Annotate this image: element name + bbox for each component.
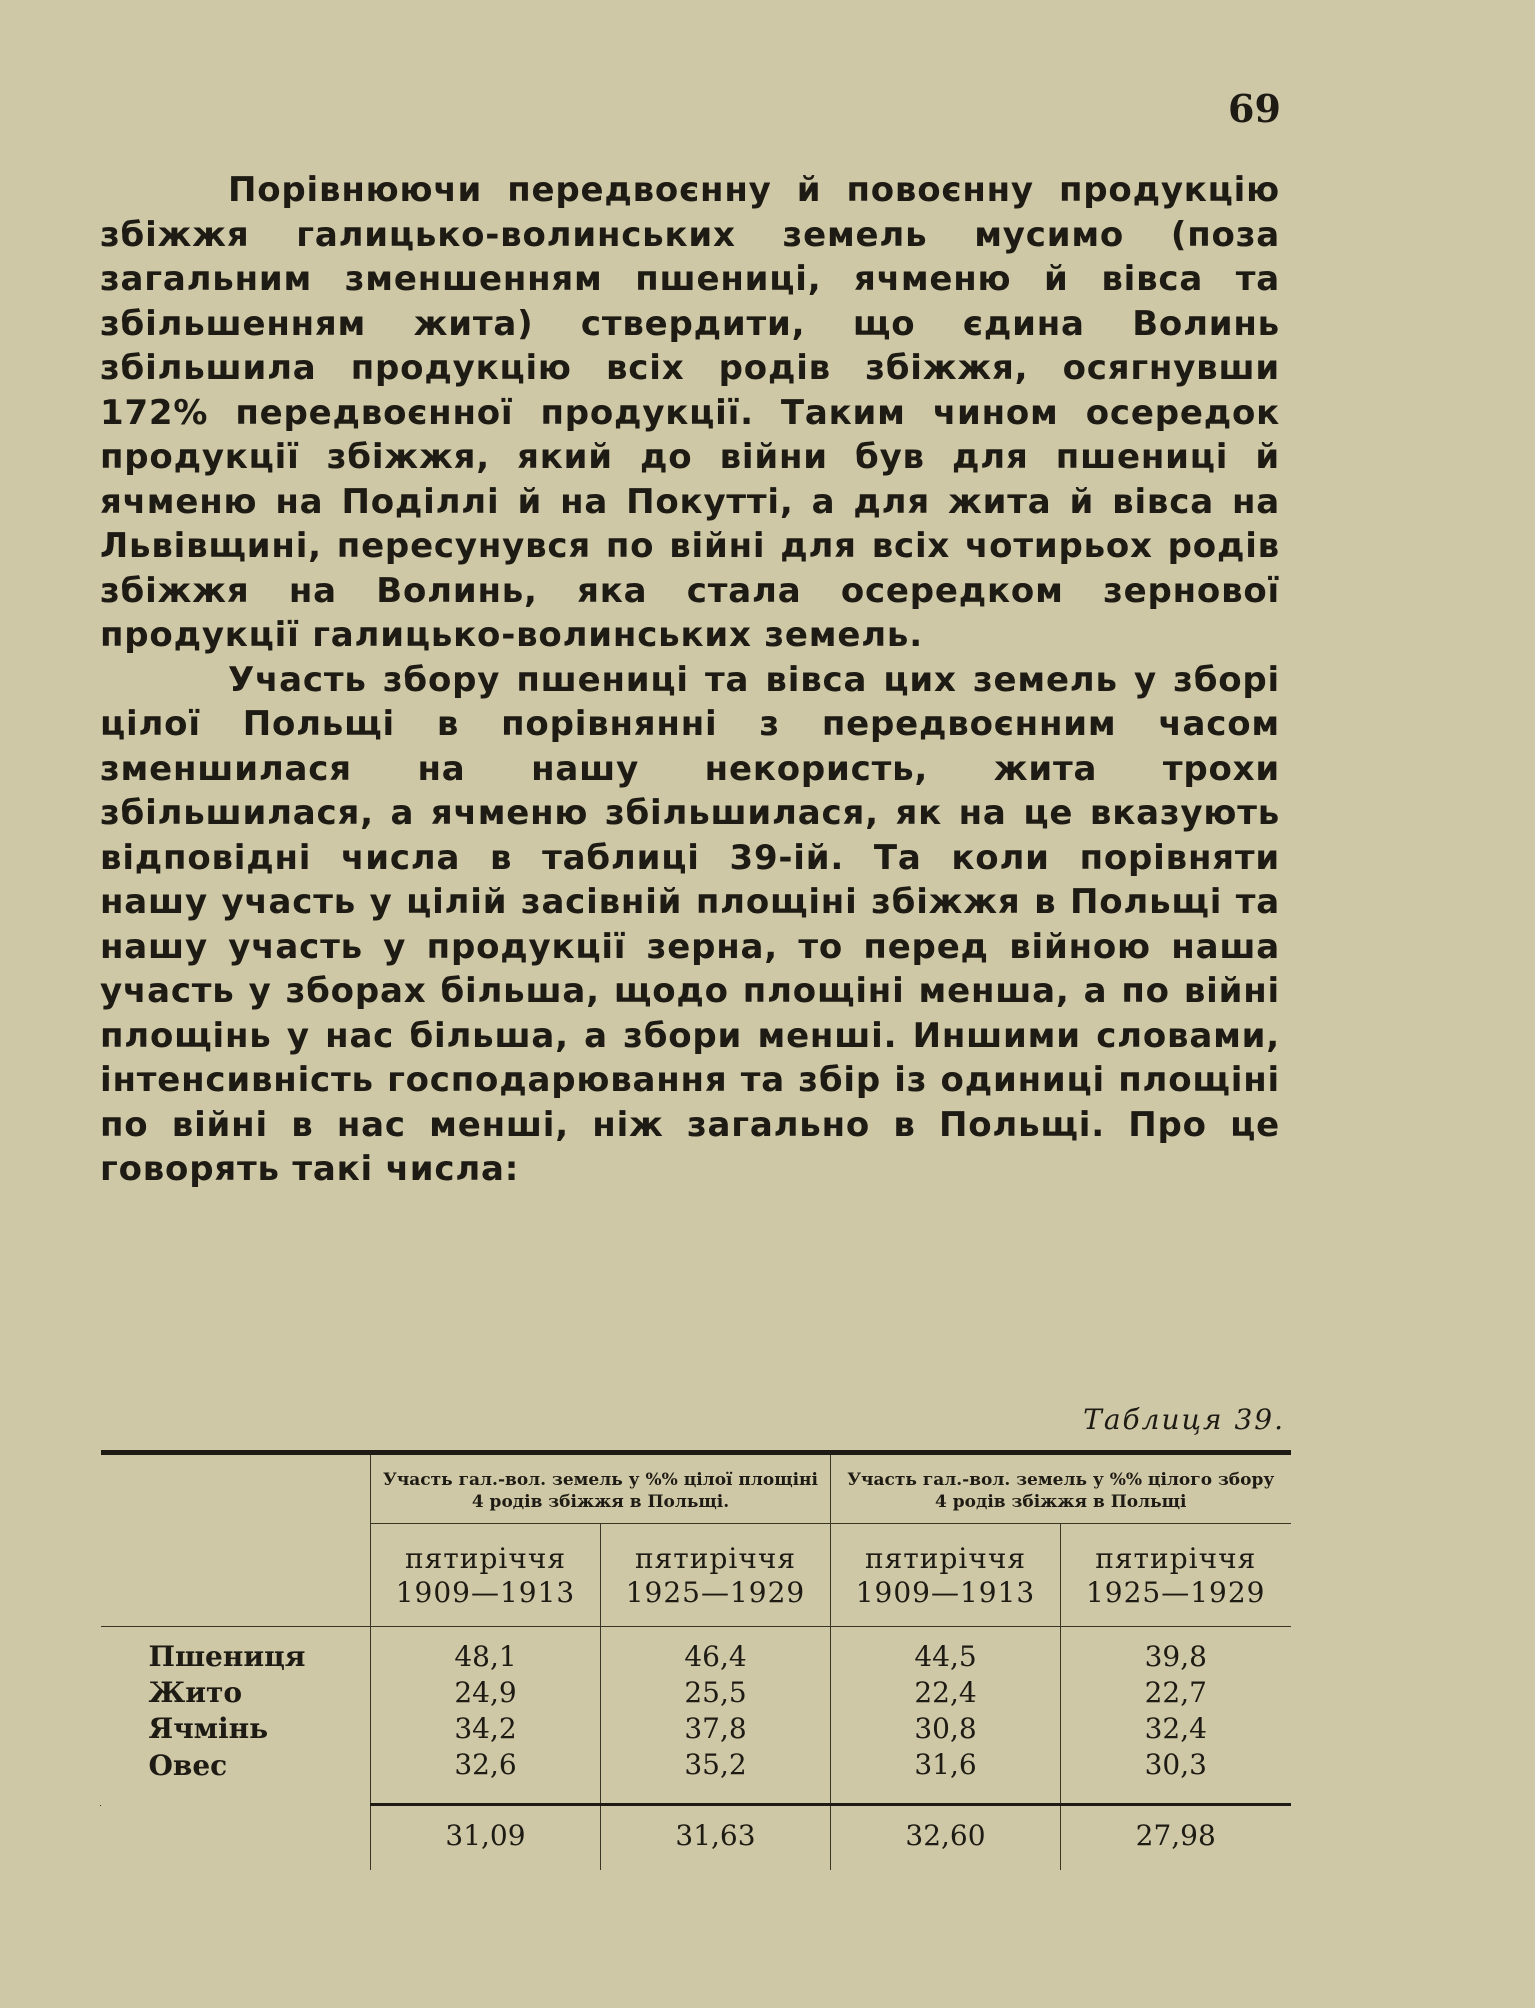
row-label: Овес bbox=[148, 1748, 228, 1782]
period-header: пятиріччя 1909—1913 bbox=[371, 1524, 601, 1627]
paragraph: Порівнюючи передвоєнну й повоєнну продукцію збіжжя галицько-волинських земель мусимо (поза загальним зменшенням пшениці, ячменю й вівса та збільшенням жита) ствердити, що єдина Волинь збільшила продукцію всіх родів збіжжя, осягнувши 172% передвоєнної продукції. Таким чином осередок продукції збіжжя, який до війни був для пшениці й ячменю на Поділлі й на Покутті, а для жита й вівса на Львівщині, пересунувся по війні для всіх чотирьох родів збіжжя на Волинь, яка стала осередком зернової продукції галицько-волинських земель. bbox=[100, 170, 1280, 655]
table-cell: 39,8 bbox=[1061, 1627, 1291, 1676]
table-cell: 25,5 bbox=[601, 1675, 831, 1711]
table-row bbox=[101, 1627, 1291, 1676]
table-caption: Таблиця 39. bbox=[1083, 1403, 1285, 1436]
table-cell: 22,7 bbox=[1061, 1675, 1291, 1711]
table-cell: 22,4 bbox=[831, 1675, 1061, 1711]
group-header-harvest: Участь гал.-вол. земель у %% цілого збору 4 родів збіжжя в Польщі bbox=[831, 1455, 1291, 1524]
table-cell: 48,1 bbox=[371, 1627, 601, 1676]
totals-label bbox=[101, 1806, 371, 1870]
table-cell: 30,3 bbox=[1061, 1747, 1291, 1805]
statistics-table bbox=[100, 1450, 1290, 1870]
body-text bbox=[100, 168, 1280, 1192]
total-cell: 27,98 bbox=[1061, 1806, 1291, 1870]
period-header: пятиріччя 1925—1929 bbox=[601, 1524, 831, 1627]
row-label: Ячмінь bbox=[148, 1712, 269, 1745]
period-header: пятиріччя 1925—1929 bbox=[1061, 1524, 1291, 1627]
table-row bbox=[101, 1711, 1291, 1747]
total-cell: 31,09 bbox=[371, 1806, 601, 1870]
table-cell: 31,6 bbox=[831, 1747, 1061, 1805]
table-row bbox=[101, 1747, 1291, 1805]
period-header: пятиріччя 1909—1913 bbox=[831, 1524, 1061, 1627]
page-number: 69 bbox=[1228, 86, 1281, 131]
table-row bbox=[101, 1675, 1291, 1711]
table-cell: 46,4 bbox=[601, 1627, 831, 1676]
total-cell: 31,63 bbox=[601, 1806, 831, 1870]
table-cell: 32,4 bbox=[1061, 1711, 1291, 1747]
total-cell: 32,60 bbox=[831, 1806, 1061, 1870]
table-cell: 44,5 bbox=[831, 1627, 1061, 1676]
table-cell: 34,2 bbox=[371, 1711, 601, 1747]
group-header-area: Участь гал.-вол. земель у %% цілої площіні 4 родів збіжжя в Польщі. bbox=[371, 1455, 831, 1524]
table-cell: 32,6 bbox=[371, 1747, 601, 1805]
table-cell: 35,2 bbox=[601, 1747, 831, 1805]
row-label: Пшениця bbox=[148, 1640, 306, 1673]
table-cell: 24,9 bbox=[371, 1675, 601, 1711]
row-label: Жито bbox=[148, 1676, 243, 1709]
paragraph: Участь збору пшениці та вівса цих земель у зборі цілої Польщі в порівнянні з передвоєнним часом зменшилася на нашу некористь, жита трохи збільшилася, а ячменю збільшилася, як на це вказують відповідні числа в таблиці 39-ій. Та коли порівняти нашу участь у цілій засівній площіні збіжжя в Польщі та нашу участь у продукції зерна, то перед війною наша участь у зборах більша, щодо площіні менша, а по війні площінь у нас більша, а збори менші. Иншими словами, інтенсивність господарювання та збір із одиниці площіні по війні в нас менші, ніж загально в Польщі. Про це говорять такі числа: bbox=[100, 659, 1280, 1189]
header-corner bbox=[101, 1455, 371, 1627]
table-cell: 30,8 bbox=[831, 1711, 1061, 1747]
table-cell: 37,8 bbox=[601, 1711, 831, 1747]
totals-row bbox=[101, 1806, 1291, 1870]
